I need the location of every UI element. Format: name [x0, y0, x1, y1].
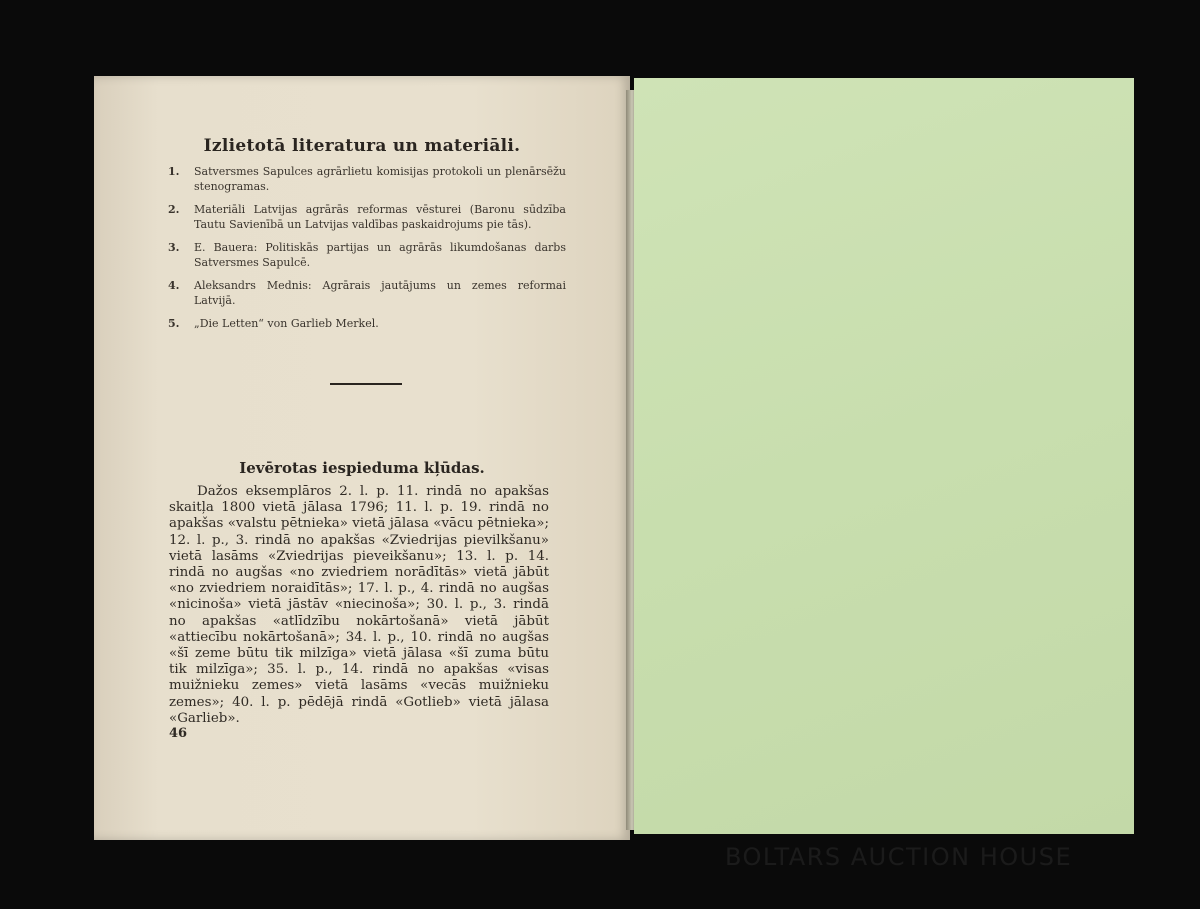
reference-text: Aleksandrs Mednis: Agrārais jautājums un zemes reformai Latvijā.: [194, 279, 566, 307]
page-number: 46: [169, 726, 188, 741]
reference-text: Materiāli Latvijas agrārās reformas vēsturei (Baronu sūdzība Tautu Savienībā un Latvijas valdības paskaidrojums pie tās).: [194, 203, 566, 231]
reference-number: 3.: [168, 241, 180, 254]
right-page-blank-cover: [634, 78, 1134, 834]
literature-heading: Izlietotā literatura un materiāli.: [203, 136, 521, 156]
left-page: [94, 76, 630, 840]
errata-paragraph: Dažos eksemplāros 2. l. p. 11. rindā no apakšas skaitļa 1800 vietā jālasa 1796; 11. l. p. 19. rindā no apakšas «valstu pētnieka» vietā jālasa «vācu pētnieka»; 12. l. p., 3. rindā no apakšas «Zviedrijas pievilkšanu» vietā lasāms «Zviedrijas pieveikšanu»; 13. l. p. 14. rindā no augšas «no zviedriem norādītās» vietā jābūt «no zviedriem noraidītās»; 17. l. p., 4. rindā no augšas «nicinoša» vietā jāstāv «niecinoša»; 30. l. p., 3. rindā no apakšas «atlīdzību nokārtošanā» vietā jābūt «attiecību nokārtošanā»; 34. l. p., 10. rindā no augšas «šī zeme būtu tik milzīga» vietā jālasa «šī zuma būtu tik milzīga»; 35. l. p., 14. rindā no apakšas «visas muižnieku zemes» vietā lasāms «vecās muižnieku zemes»; 40. l. p. pēdējā rindā «Gotlieb» vietā jālasa «Garlieb».: [169, 484, 549, 726]
watermark-text: BOLTARS AUCTION HOUSE: [725, 843, 1073, 871]
reference-number: 4.: [168, 279, 180, 292]
reference-number: 2.: [168, 203, 180, 216]
errata-heading: Ievērotas iespieduma kļūdas.: [239, 459, 485, 477]
errata-block: [169, 484, 549, 727]
reference-list: [168, 164, 566, 339]
reference-item: [168, 316, 566, 331]
reference-number: 1.: [168, 165, 180, 178]
reference-text: „Die Letten“ von Garlieb Merkel.: [194, 317, 379, 330]
reference-text: Satversmes Sapulces agrārlietu komisijas protokoli un plenārsēžu stenogramas.: [194, 165, 566, 193]
reference-item: [168, 278, 566, 308]
reference-number: 5.: [168, 317, 180, 330]
reference-item: [168, 240, 566, 270]
reference-item: [168, 202, 566, 232]
reference-text: E. Bauera: Politiskās partijas un agrārās likumdošanas darbs Satversmes Sapulcē.: [194, 241, 566, 269]
section-divider: [330, 383, 402, 385]
reference-item: [168, 164, 566, 194]
